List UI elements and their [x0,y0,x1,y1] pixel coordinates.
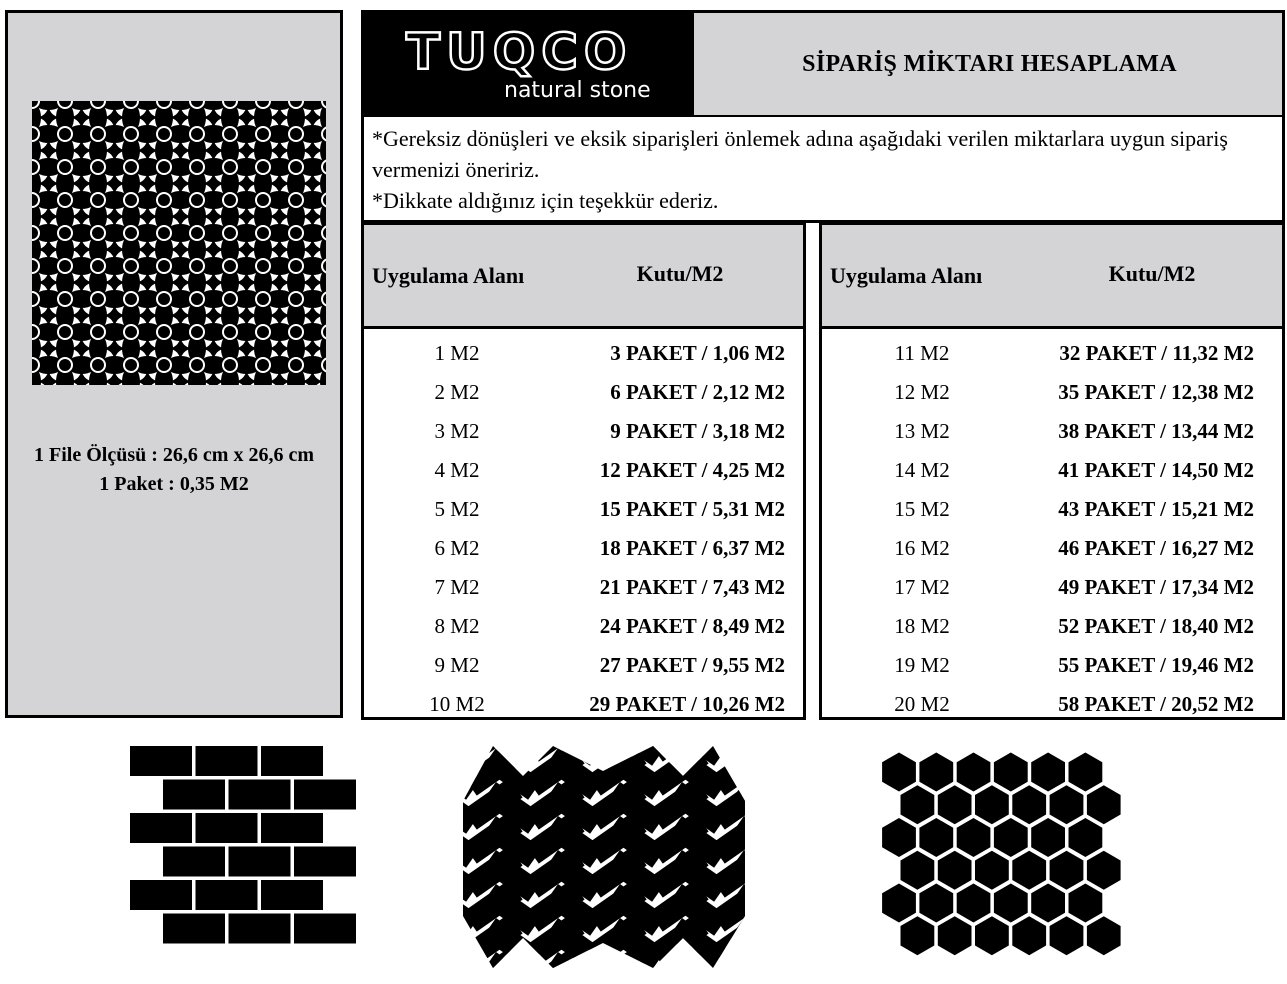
node-dot [92,359,104,371]
hexagon-mark [919,884,953,923]
column-header-box: Kutu/M2 [636,261,724,286]
area-cell: 20 M2 [894,692,950,716]
quantity-table-right [819,222,1285,720]
notice-line-2: *Dikkate aldığınız için teşekkür ederiz. [372,188,719,213]
hexagon-mark [994,884,1028,923]
table-row [822,684,1282,723]
node-dot [158,194,170,206]
hexagon-mark [1069,884,1103,923]
hexagon-mark [1012,851,1046,890]
hexagon-mark [1031,884,1065,923]
node-dot [224,293,236,305]
hexagon-mark [1031,753,1065,792]
box-cell: 24 PAKET / 8,49 M2 [599,614,785,638]
hexagon-mark [975,785,1009,824]
area-cell: 1 M2 [434,341,480,365]
node-dot [158,293,170,305]
node-dot [290,293,302,305]
area-cell: 2 M2 [434,380,480,404]
hexagon-mark [938,916,972,955]
brick-mark [163,847,225,877]
node-dot [125,161,137,173]
box-cell: 58 PAKET / 20,52 M2 [1058,692,1254,716]
node-dot [224,194,236,206]
node-dot [125,359,137,371]
table-row [822,528,1282,567]
node-dot [191,161,203,173]
table-row [364,450,803,489]
hexagon-mark [994,818,1028,857]
brick-mark [261,813,323,843]
table-header [822,225,1282,329]
area-cell: 8 M2 [434,614,480,638]
node-dot [224,161,236,173]
tile-pattern-image [32,101,326,385]
area-cell: 12 M2 [894,380,950,404]
column-header-box: Kutu/M2 [1108,261,1196,286]
box-cell: 3 PAKET / 1,06 M2 [610,341,785,365]
node-dot [257,227,269,239]
node-dot [59,128,71,140]
node-dot [92,260,104,272]
box-cell: 9 PAKET / 3,18 M2 [610,419,785,443]
product-specs [8,441,340,499]
box-cell: 35 PAKET / 12,38 M2 [1058,380,1254,404]
node-dot [191,293,203,305]
node-dot [224,359,236,371]
brick-mark [163,780,225,810]
hexagon-mark [1087,851,1121,890]
node-dot [125,227,137,239]
node-dot [92,227,104,239]
hexagon-mark [957,753,991,792]
area-cell: 19 M2 [894,653,950,677]
table-row [364,645,803,684]
header [361,10,1285,118]
area-cell: 4 M2 [434,458,480,482]
order-notice [361,117,1285,223]
area-cell: 18 M2 [894,614,950,638]
column-header-area: Uygulama Alanı [372,263,525,288]
brick-mark [261,880,323,910]
node-dot [224,326,236,338]
box-cell: 38 PAKET / 13,44 M2 [1058,419,1254,443]
box-cell: 21 PAKET / 7,43 M2 [599,575,785,599]
node-dot [59,194,71,206]
plank-mark [463,746,480,766]
quantity-table-left [361,222,806,720]
area-cell: 5 M2 [434,497,480,521]
node-dot [257,326,269,338]
svg-text:natural stone: natural stone [504,78,651,103]
box-cell: 15 PAKET / 5,31 M2 [599,497,785,521]
box-cell: 12 PAKET / 4,25 M2 [599,458,785,482]
node-dot [191,227,203,239]
hexagon-mark [882,818,916,857]
node-dot [158,260,170,272]
node-dot [290,161,302,173]
node-dot [92,161,104,173]
node-dot [257,161,269,173]
node-dot [290,260,302,272]
node-dot [158,227,170,239]
table-row [364,411,803,450]
node-dot [290,227,302,239]
node-dot [125,293,137,305]
hexagon-mark [919,818,953,857]
brick-mark [229,914,291,944]
brick-mark [196,880,258,910]
area-cell: 11 M2 [894,341,950,365]
table-body [822,329,1282,723]
hexagon-mark [882,753,916,792]
hexagon-mark [901,851,935,890]
node-dot [257,359,269,371]
table-row [822,450,1282,489]
box-cell: 18 PAKET / 6,37 M2 [599,536,785,560]
product-panel [5,10,343,718]
tuqco-logo-icon [364,13,694,115]
plank-mark [463,952,480,968]
box-cell: 32 PAKET / 11,32 M2 [1059,341,1254,365]
node-dot [125,128,137,140]
column-header-area: Uygulama Alanı [830,263,983,288]
table-row [364,528,803,567]
table-row [364,372,803,411]
hexagon-mark [901,916,935,955]
plank-mark [730,746,745,766]
hexagon-mark [1050,916,1084,955]
table-row [822,645,1282,684]
node-dot [224,227,236,239]
node-dot [290,128,302,140]
hexagon-mark [901,785,935,824]
node-dot [92,293,104,305]
area-cell: 17 M2 [894,575,950,599]
hexagon-mark [1087,785,1121,824]
hexagon-mark [975,916,1009,955]
box-cell: 55 PAKET / 19,46 M2 [1058,653,1254,677]
node-dot [158,326,170,338]
hexagon-mark [938,785,972,824]
hexagon-mark [938,851,972,890]
node-dot [125,326,137,338]
hexagon-mark [1012,916,1046,955]
table-row [822,411,1282,450]
node-dot [224,260,236,272]
brick-pattern-icon [130,746,356,946]
svg-text:TUQCO: TUQCO [406,23,633,81]
box-cell: 43 PAKET / 15,21 M2 [1058,497,1254,521]
hexagon-mark [1069,753,1103,792]
node-dot [92,326,104,338]
node-dot [59,260,71,272]
node-dot [290,194,302,206]
table-row [822,567,1282,606]
area-cell: 14 M2 [894,458,950,482]
brick-mark [130,880,192,910]
brick-mark [130,813,192,843]
node-dot [224,128,236,140]
node-dot [158,161,170,173]
hexagon-mark [1031,818,1065,857]
box-cell: 29 PAKET / 10,26 M2 [589,692,785,716]
brick-mark [163,914,225,944]
node-dot [290,359,302,371]
package-size-text: 1 Paket : 0,35 M2 [99,473,249,495]
table-row [822,489,1282,528]
brand-logo [364,13,694,115]
area-cell: 7 M2 [434,575,480,599]
node-dot [158,128,170,140]
node-dot [290,326,302,338]
node-dot [191,128,203,140]
node-dot [257,128,269,140]
tile-size-text: 1 File Ölçüsü : 26,6 cm x 26,6 cm [34,444,314,466]
hexagon-mark [1050,785,1084,824]
brick-mark [294,914,356,944]
node-dot [59,293,71,305]
plank-mark [730,952,745,968]
brick-mark [294,780,356,810]
area-cell: 16 M2 [894,536,950,560]
node-dot [191,359,203,371]
hexagon-mark [1012,785,1046,824]
hexagon-mark [1087,916,1121,955]
box-cell: 41 PAKET / 14,50 M2 [1058,458,1254,482]
table-body [364,329,803,723]
flower-mosaic-icon [32,101,326,385]
area-cell: 3 M2 [434,419,480,443]
node-dot [191,194,203,206]
node-dot [257,293,269,305]
hexagon-mark [975,851,1009,890]
hexagon-mark [957,884,991,923]
node-dot [191,260,203,272]
brick-mark [294,847,356,877]
table-row [822,606,1282,645]
table-row [364,333,803,372]
hexagon-mark [957,818,991,857]
table-row [364,567,803,606]
hexagon-mark [994,753,1028,792]
table-row [822,372,1282,411]
brick-mark [196,813,258,843]
hexagon-mark [882,884,916,923]
area-cell: 6 M2 [434,536,480,560]
node-dot [257,260,269,272]
brick-mark [229,847,291,877]
table-row [364,606,803,645]
hexagon-pattern-icon [879,752,1147,966]
node-dot [59,326,71,338]
node-dot [257,194,269,206]
hexagon-mark [1050,851,1084,890]
node-dot [59,359,71,371]
node-dot [92,194,104,206]
box-cell: 27 PAKET / 9,55 M2 [599,653,785,677]
box-cell: 52 PAKET / 18,40 M2 [1058,614,1254,638]
area-cell: 15 M2 [894,497,950,521]
brick-mark [130,746,192,776]
table-row [364,489,803,528]
brick-mark [196,746,258,776]
box-cell: 6 PAKET / 2,12 M2 [610,380,785,404]
node-dot [59,227,71,239]
node-dot [125,194,137,206]
node-dot [59,161,71,173]
notice-line-1: *Gereksiz dönüşleri ve eksik siparişleri önlemek adına aşağıdaki verilen miktarlara uygun sipariş vermenizi öneririz. [372,126,1228,182]
box-cell: 49 PAKET / 17,34 M2 [1058,575,1254,599]
node-dot [191,326,203,338]
table-header [364,225,803,329]
hexagon-mark [919,753,953,792]
brick-mark [229,780,291,810]
table-row [822,333,1282,372]
area-cell: 10 M2 [429,692,485,716]
box-cell: 46 PAKET / 16,27 M2 [1058,536,1254,560]
table-row [364,684,803,723]
area-cell: 9 M2 [434,653,480,677]
node-dot [92,128,104,140]
area-cell: 13 M2 [894,419,950,443]
page-title: SİPARİŞ MİKTARI HESAPLAMA [802,50,1177,77]
hexagon-mark [1069,818,1103,857]
node-dot [125,260,137,272]
herringbone-pattern-icon [463,746,745,968]
brick-mark [261,746,323,776]
node-dot [158,359,170,371]
